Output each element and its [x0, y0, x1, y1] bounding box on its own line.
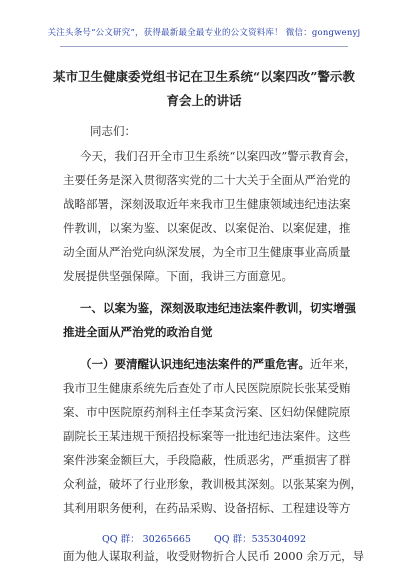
greeting: 同志们： — [90, 124, 136, 138]
subsection-heading: （一）要清醒认识违纪违法案件的严重危害。 — [80, 357, 310, 371]
body-line: 面为他人谋取利益，收受财物折合人民币 2000 余万元，导 — [63, 549, 365, 563]
body-line: 案、市中医院原药剂科主任李某贪污案、区妇幼保健院原 — [63, 405, 351, 419]
header-banner: 关注头条号“公文研究”，获得最新最全最专业的公文资料库！ 微信：gongwenyj — [47, 28, 361, 38]
body-line: 案件涉案金额巨大，手段隐蔽，性质恶劣，严重损害了群 — [63, 453, 351, 467]
document-title-line-1: 某市卫生健康委党组书记在卫生系统“以案四改”警示教 — [53, 69, 355, 84]
intro-line: 动全面从严治党向纵深发展，为全市卫生健康事业高质量 — [63, 245, 351, 259]
intro-line: 今天，我们召开全市卫生系统“以案四改”警示教育会， — [80, 149, 357, 163]
subsection-text: 近年来， — [310, 357, 356, 371]
section-heading-line-1: 一、以案为鉴，深刻汲取违纪违法案件教训，切实增强 — [80, 301, 356, 315]
intro-line: 发展提供坚强保障。下面，我讲三方面意见。 — [63, 269, 293, 283]
body-line: 众利益，破坏了行业形象，教训极其深刻。以张某案为例， — [63, 477, 362, 491]
body-line: 其利用职务便利，在药品采购、设备招标、工程建设等方 — [63, 501, 351, 515]
footer — [0, 531, 408, 545]
document-title-line-2: 育会上的讲话 — [166, 93, 242, 108]
body-line: 我市卫生健康系统先后查处了市人民医院原院长张某受贿 — [63, 381, 351, 395]
subsection-line — [80, 357, 356, 371]
footer-qq-group-2: QQ 群：535304092 — [214, 534, 306, 545]
header-divider — [60, 46, 348, 47]
footer-qq-group-1: QQ 群： 30265665 — [101, 534, 191, 545]
section-heading-line-2: 推进全面从严治党的政治自觉 — [63, 325, 213, 339]
intro-line: 战略部署，深刻汲取近年来我市卫生健康领域违纪违法案 — [63, 197, 351, 211]
intro-line: 件教训，以案为鉴、以案促改、以案促治、以案促建，推 — [63, 221, 351, 235]
body-line: 副院长王某违规干预招投标案等一批违纪违法案件。这些 — [63, 429, 351, 443]
intro-line: 主要任务是深入贯彻落实党的二十大关于全面从严治党的 — [63, 173, 351, 187]
